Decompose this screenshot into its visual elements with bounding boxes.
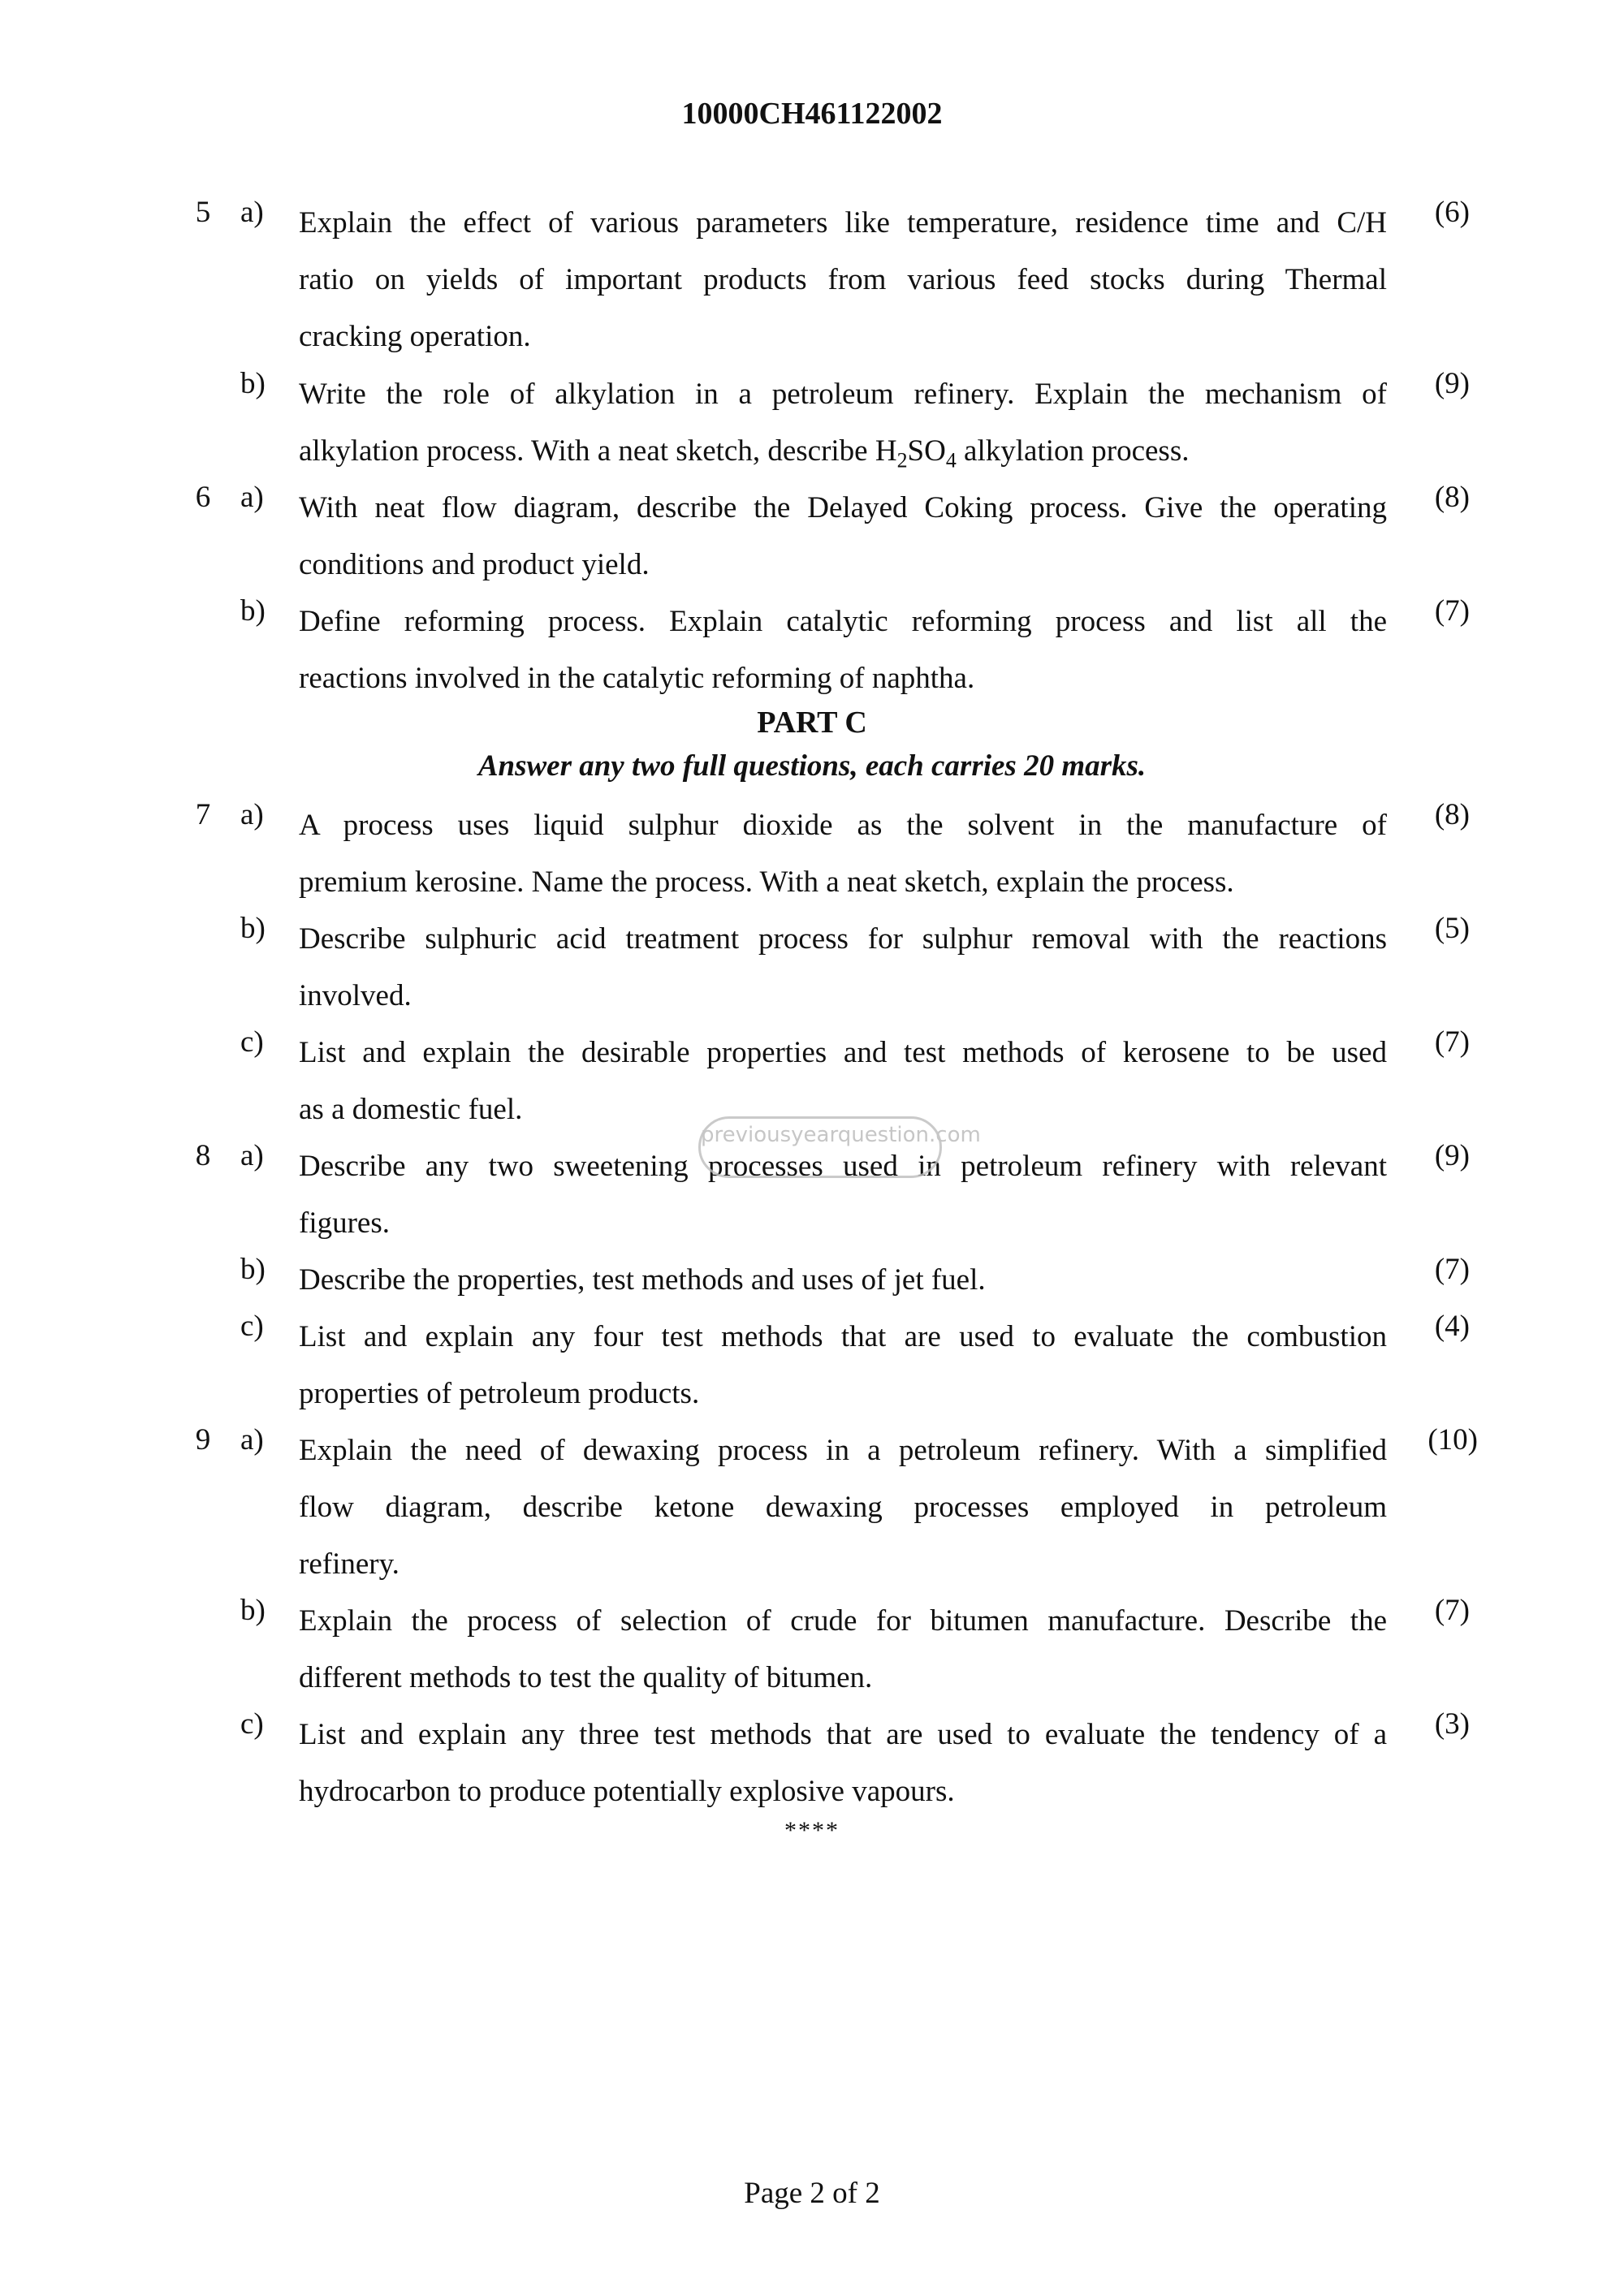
- sub-label: a): [240, 798, 264, 831]
- marks: (3): [1434, 1707, 1470, 1741]
- question-text: [299, 195, 1387, 365]
- text-line: figures.: [299, 1206, 390, 1240]
- question-text: [299, 1707, 1387, 1820]
- text-line: List and explain the desirable properties and test methods of kerosene to be used: [299, 1036, 1387, 1069]
- watermark-logo: [698, 1116, 981, 1178]
- text-fragment: alkylation process. With a neat sketch, describe H: [299, 434, 897, 468]
- paper-code: 10000CH461122002: [681, 97, 943, 131]
- sub-label: b): [240, 1253, 266, 1286]
- sub-label: a): [240, 196, 264, 229]
- question-number: 6: [195, 481, 211, 514]
- text-line: properties of petroleum products.: [299, 1377, 700, 1410]
- text-line: Explain the effect of various parameters like temperature, residence time and C/H: [299, 206, 1387, 240]
- marks: (9): [1434, 367, 1470, 400]
- part-instruction: Answer any two full questions, each carries 20 marks.: [477, 749, 1147, 783]
- text-line: involved.: [299, 979, 412, 1012]
- watermark-text: previousyearquestion.com: [701, 1123, 981, 1147]
- text-fragment: alkylation process.: [956, 434, 1190, 468]
- part-title: PART C: [757, 706, 867, 740]
- text-line: flow diagram, describe ketone dewaxing processes employed in petroleum: [299, 1491, 1387, 1524]
- marks: (7): [1434, 594, 1470, 628]
- marks: (7): [1434, 1594, 1470, 1627]
- text-line: With neat flow diagram, describe the Delayed Coking process. Give the operating: [299, 491, 1387, 524]
- question-text: [299, 1593, 1387, 1707]
- sub-label: c): [240, 1310, 264, 1343]
- text-line: premium kerosine. Name the process. With a neat sketch, explain the process.: [299, 865, 1234, 899]
- question-number: 7: [195, 798, 211, 831]
- sub-label: c): [240, 1707, 264, 1741]
- text-line: different methods to test the quality of bitumen.: [299, 1661, 873, 1694]
- question-text: [299, 480, 1387, 593]
- marks: (7): [1434, 1253, 1470, 1286]
- marks: (5): [1434, 912, 1470, 945]
- sub-label: b): [240, 594, 266, 628]
- text-line: cracking operation.: [299, 320, 531, 353]
- sub-label: b): [240, 1594, 266, 1627]
- question-text: [299, 911, 1387, 1025]
- text-line: ratio on yields of important products from various feed stocks during Thermal: [299, 263, 1387, 296]
- text-line: refinery.: [299, 1547, 400, 1581]
- question-number: 8: [195, 1139, 211, 1172]
- text-line: as a domestic fuel.: [299, 1093, 523, 1126]
- question-text: [299, 797, 1387, 911]
- page-number: Page 2 of 2: [744, 2177, 880, 2210]
- sub-label: b): [240, 367, 266, 400]
- marks: (6): [1434, 196, 1470, 229]
- marks: (10): [1427, 1423, 1478, 1457]
- text-line: Define reforming process. Explain catalytic reforming process and list all the: [299, 605, 1387, 638]
- text-line: List and explain any three test methods that are used to evaluate the tendency of a: [299, 1718, 1387, 1751]
- subscript: 2: [896, 448, 908, 473]
- question-number: 9: [195, 1423, 211, 1457]
- question-text: [299, 366, 1387, 489]
- question-text: [299, 1422, 1387, 1593]
- sub-label: a): [240, 1139, 264, 1172]
- sub-label: c): [240, 1025, 264, 1059]
- text-line: Describe any two sweetening processes used in petroleum refinery with relevant: [299, 1150, 1387, 1183]
- text-line: hydrocarbon to produce potentially explosive vapours.: [299, 1775, 955, 1808]
- marks: (4): [1434, 1310, 1470, 1343]
- text-line: conditions and product yield.: [299, 548, 650, 581]
- text-fragment: SO: [907, 434, 946, 468]
- marks: (8): [1434, 481, 1470, 514]
- text-line: Explain the need of dewaxing process in a petroleum refinery. With a simplified: [299, 1434, 1387, 1467]
- text-line: reactions involved in the catalytic reforming of naphtha.: [299, 662, 975, 695]
- text-line: A process uses liquid sulphur dioxide as the solvent in the manufacture of: [299, 809, 1387, 842]
- question-text: [299, 1309, 1387, 1422]
- sub-label: a): [240, 481, 264, 514]
- end-marker: ****: [784, 1817, 840, 1844]
- question-number: 5: [195, 196, 211, 229]
- sub-label: a): [240, 1423, 264, 1457]
- text-line: Describe sulphuric acid treatment process for sulphur removal with the reactions: [299, 922, 1387, 956]
- subscript: 4: [945, 448, 957, 473]
- sub-label: b): [240, 912, 266, 945]
- marks: (8): [1434, 798, 1470, 831]
- marks: (7): [1434, 1025, 1470, 1059]
- text-line: Explain the process of selection of crude for bitumen manufacture. Describe the: [299, 1604, 1387, 1638]
- text-line: List and explain any four test methods that are used to evaluate the combustion: [299, 1320, 1387, 1353]
- question-text: [299, 1252, 1387, 1309]
- text-line: Describe the properties, test methods and uses of jet fuel.: [299, 1263, 986, 1297]
- question-text: [299, 593, 1387, 707]
- marks: (9): [1434, 1139, 1470, 1172]
- text-line: Write the role of alkylation in a petroleum refinery. Explain the mechanism of: [299, 378, 1387, 411]
